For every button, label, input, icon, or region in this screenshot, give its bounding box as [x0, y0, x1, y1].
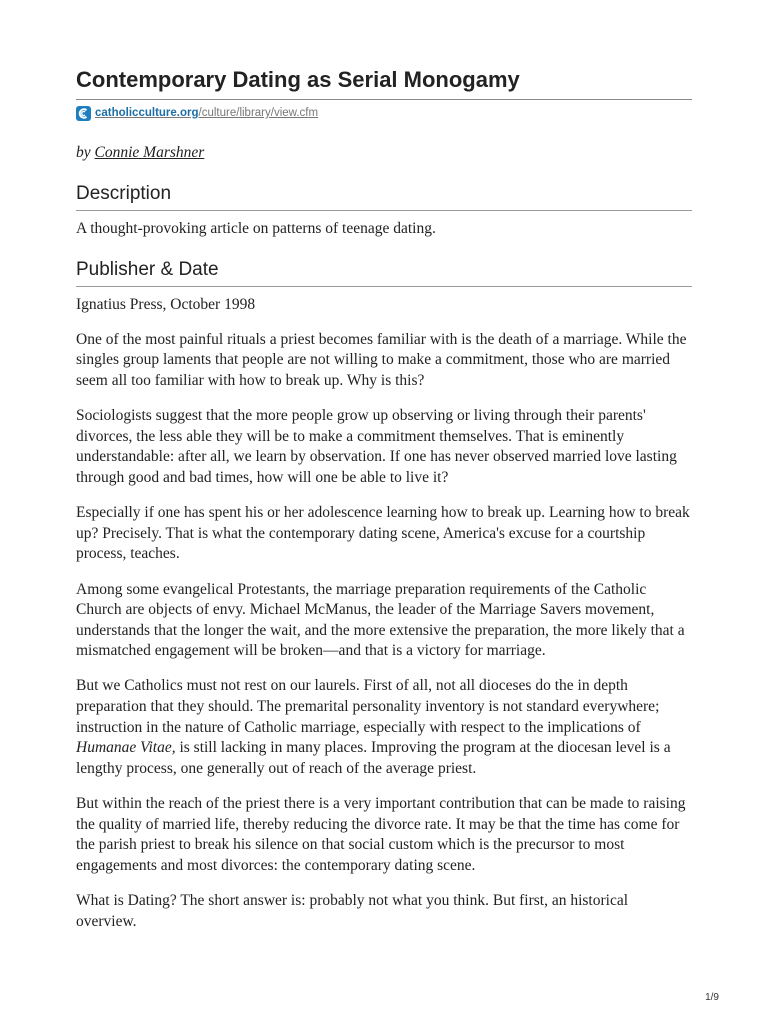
page-number: 1/9 — [705, 992, 719, 1003]
body-paragraph-5 — [76, 676, 692, 779]
author-link[interactable]: Connie Marshner — [94, 144, 205, 161]
description-text: A thought-provoking article on patterns of teenage dating. — [76, 220, 436, 237]
body-paragraph-4: Among some evangelical Protestants, the marriage preparation requirements of the Catholic Church are objects of envy. Michael McManus, the leader of the Marriage Savers movement, understands that the longer the wait, and the more extensive the preparation, the more likely that a mismatched engagement will be broken—and that is a victory for marriage. — [76, 580, 685, 660]
source-link[interactable] — [95, 107, 318, 119]
body-paragraph-2: Sociologists suggest that the more people grow up observing or living through their parents' divorces, the less able they will be to make a commitment themselves. That is eminently understandable: after all, we learn by observation. If one has never observed married love lasting through good and bad times, how will one be able to live it? — [76, 407, 677, 486]
byline — [76, 143, 692, 163]
article — [76, 0, 692, 932]
byline-prefix: by — [76, 144, 91, 161]
body-paragraph-6: But within the reach of the priest there is a very important contribution that can be made to raising the quality of married life, thereby reducing the divorce rate. It may be that the time has come for the parish priest to break his silence on that social custom which is the precursor to most engagements and most divorces: the contemporary dating scene. — [76, 795, 686, 874]
catholicculture-logo-icon — [76, 106, 91, 121]
humanae-vitae-title: Humanae Vitae, — [76, 739, 176, 757]
body-paragraph-3: Especially if one has spent his or her adolescence learning how to break up. Learning how to break up? Precisely. That is what the contemporary dating scene, America's excuse for a courtship process, teaches. — [76, 504, 690, 563]
publisher-heading: Publisher & Date — [76, 258, 692, 287]
page-title: Contemporary Dating as Serial Monogamy — [76, 0, 692, 100]
body-paragraph-1: One of the most painful rituals a priest becomes familiar with is the death of a marriage. While the singles group laments that people are not willing to make a commitment, those who are married seem all too familiar with how to break up. Why is this? — [76, 330, 687, 389]
paragraph-5-end: is still lacking in many places. Improving the program at the diocesan level is a lengthy process, one generally out of reach of the average priest. — [76, 739, 671, 777]
source-domain: catholicculture.org — [95, 107, 199, 119]
source-line — [76, 105, 692, 121]
body-paragraph-7: What is Dating? The short answer is: probably not what you think. But first, an historical overview. — [76, 892, 629, 930]
paragraph-5-start: But we Catholics must not rest on our laurels. First of all, not all dioceses do the in depth preparation that they should. The premarital personality inventory is not standard everywhere; instruction in the nature of Catholic marriage, especially with respect to the implications of — [76, 677, 660, 736]
publisher-text: Ignatius Press, October 1998 — [76, 295, 256, 313]
source-path: /culture/library/view.cfm — [198, 107, 319, 119]
description-heading: Description — [76, 182, 692, 211]
